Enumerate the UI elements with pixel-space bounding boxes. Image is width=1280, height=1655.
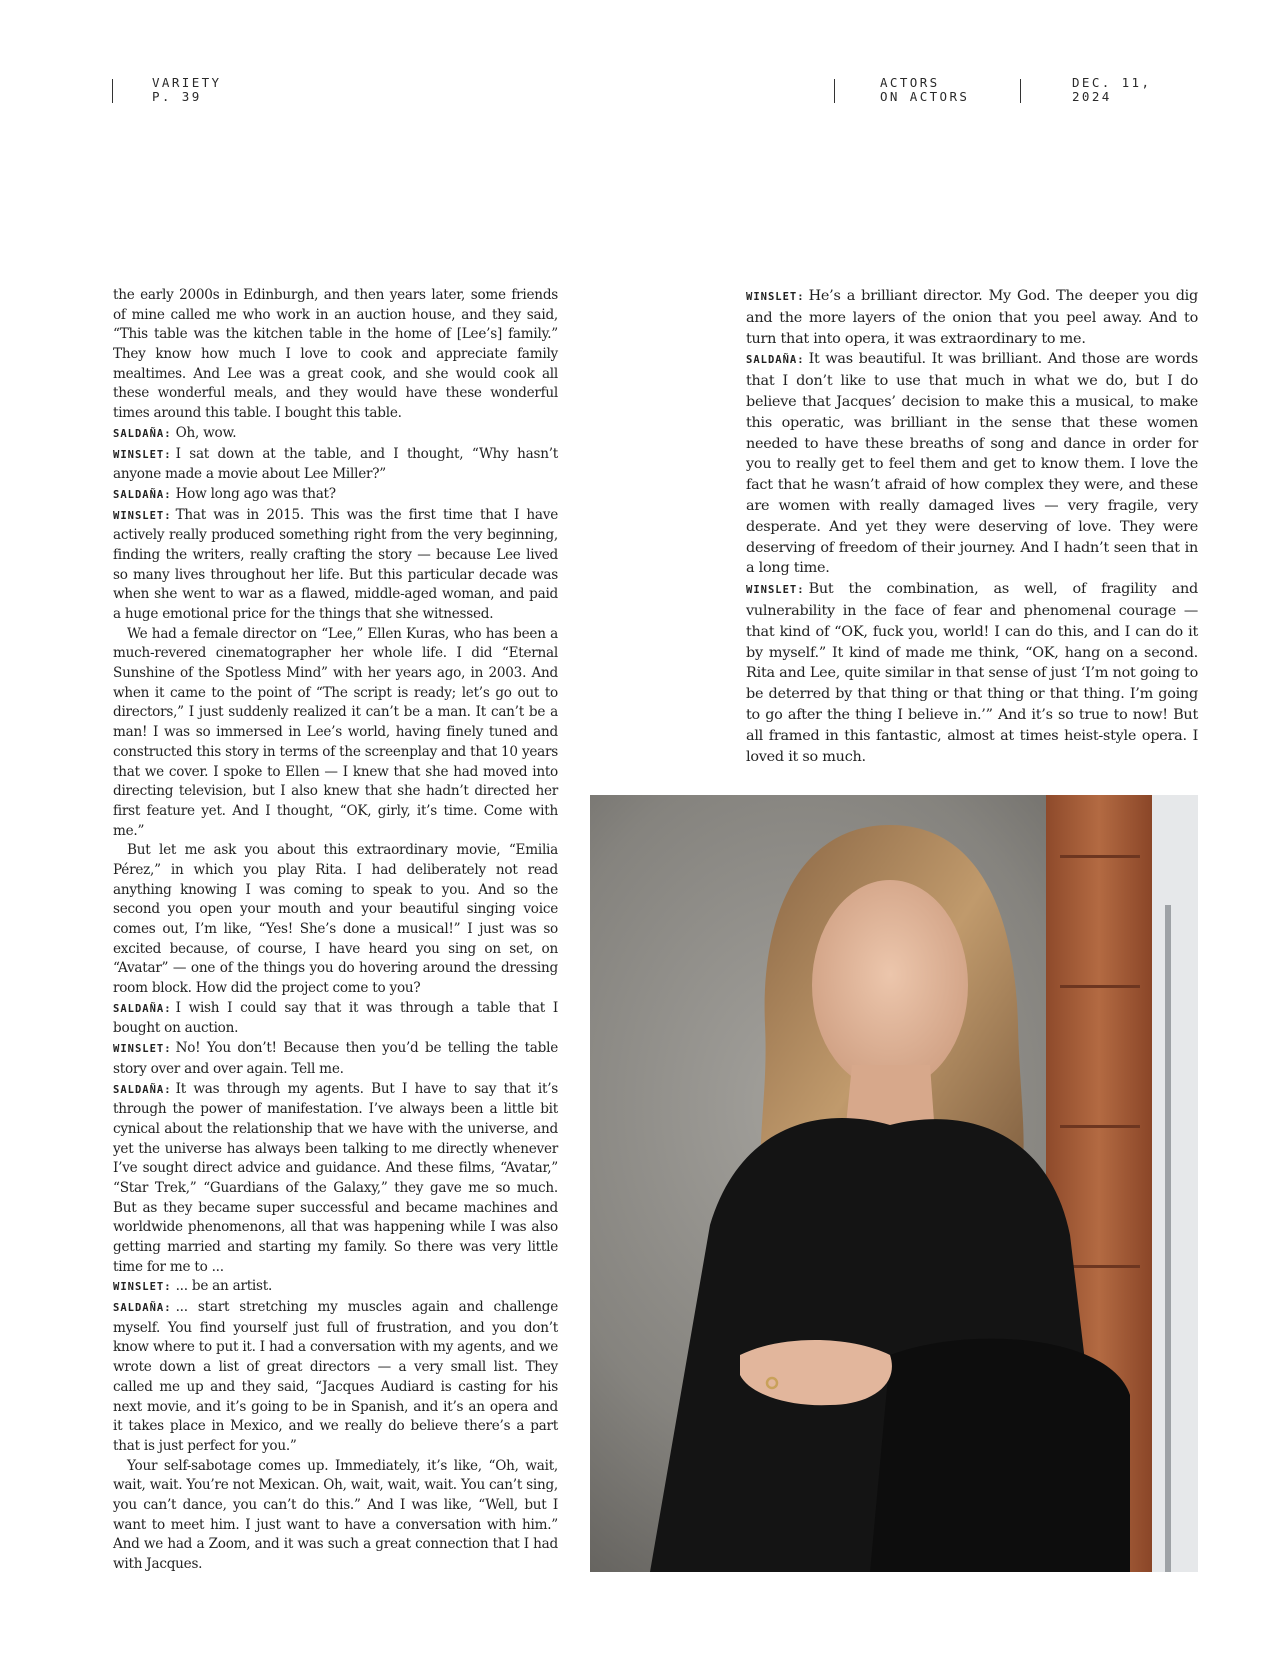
section-line-2: ON ACTORS [880, 89, 970, 104]
paragraph-text: It was beautiful. It was brilliant. And those are words that I don’t like to use that much in what we do, but I do believe that Jacques’ decision to make this a musical, to make this operatic, was brilliant in the sense that these women needed to have these breaths of song and dance in order for you to really get to feel them and get to know them. I love the fact that he wasn’t afraid of how complex they were, and these are women with really damaged lives — very fragile, very desperate. And yet they were deserving of love. They were deserving of freedom of their journey. And I hadn’t seen that in a long time. [746, 351, 1198, 577]
speaker-label: SALDAÑA: [746, 354, 805, 367]
portrait-illustration [590, 795, 1198, 1572]
paragraph-text: I sat down at the table, and I thought, “Why hasn’t anyone made a movie about Lee Miller?” [113, 445, 558, 483]
paragraph [113, 1039, 558, 1079]
paragraph-text: It was through my agents. But I have to say that it’s through the power of manifestation. I’ve always been a little bit cynical about the relationship that we have with the universe, and yet the universe has always been talking to me directly whenever I’ve sought direct advice and guidance. And these films, “Avatar,” “Star Trek,” “Guardians of the Galaxy,” they gave me so much. But as they became super successful and became machines and worldwide phenomenons, all that was happening while I was also getting married and starting my family. So there was very little time for me to ... [113, 1080, 558, 1275]
article-left-column [113, 286, 558, 1575]
paragraph [113, 506, 558, 625]
speaker-label: SALDAÑA: [113, 1302, 172, 1315]
paragraph-text: How long ago was that? [175, 485, 336, 502]
paragraph-text: He’s a brilliant director. My God. The deeper you dig and the more layers of the onion that you peel away. And to turn that into opera, it was extraordinary to me. [746, 288, 1198, 347]
face [812, 880, 968, 1090]
speaker-label: SALDAÑA: [113, 1083, 172, 1096]
article-right-column [746, 286, 1198, 767]
door-frame [1152, 795, 1198, 1572]
light-stand [1165, 905, 1171, 1572]
header-rule-mid [834, 79, 835, 103]
header-publication [152, 76, 221, 104]
paragraph-text: I wish I could say that it was through a table that I bought on auction. [113, 999, 558, 1037]
speaker-label: SALDAÑA: [113, 488, 172, 501]
paragraph [746, 579, 1198, 767]
paragraph [113, 286, 558, 424]
paragraph [113, 424, 558, 445]
paragraph-text: No! You don’t! Because then you’d be telling the table story over and over again. Tell me. [113, 1040, 558, 1077]
paragraph [113, 1277, 558, 1298]
date-line-1: DEC. 11, [1072, 75, 1152, 90]
paragraph [113, 625, 558, 842]
paragraph-text: That was in 2015. This was the first time that I have actively really produced something right from the very beginning, finding the writers, really crafting the story — because Lee lived so many lives throughout her life. But this particular decade was when she went to war as a flawed, middle-aged woman, and paid a huge emotional price for the things that she witnessed. [113, 506, 558, 622]
section-line-1: ACTORS [880, 75, 940, 90]
paragraph [113, 1080, 558, 1278]
paragraph-text: the early 2000s in Edinburgh, and then years later, some friends of mine called me who work in an auction house, and they said, “This table was the kitchen table in the home of [Lee’s] family.” They know how much I love to cook and appreciate family mealtimes. And Lee was a great cook, and she would cook all these wonderful meals, and they would have these wonderful times around this table. I bought this table. [113, 287, 558, 422]
speaker-label: WINSLET: [113, 1281, 172, 1294]
paragraph [113, 999, 558, 1039]
knee [870, 1339, 1130, 1572]
paragraph [746, 349, 1198, 579]
page-number: P. 39 [152, 89, 202, 104]
paragraph [113, 445, 558, 485]
paragraph-text: ... be an artist. [175, 1278, 273, 1295]
paragraph [113, 1457, 558, 1575]
header-section [880, 76, 969, 104]
paragraph-text: ... start stretching my muscles again and challenge myself. You find yourself just full of frustration, and you don’t know where to put it. I had a conversation with my agents, and we wrote down a list of great directors — a very small list. They called me up and they said, “Jacques Audiard is casting for his next movie, and it’s going to be in Spanish, and it’s an opera and it takes place in Mexico, and we really do believe there’s a part that is just perfect for you.” [113, 1299, 558, 1454]
speaker-label: WINSLET: [113, 448, 172, 461]
header-date [1072, 76, 1151, 104]
paragraph-text: Your self-sabotage comes up. Immediately, it’s like, “Oh, wait, wait, wait. You’re not Mexican. Oh, wait, wait, wait. You can’t sing, you can’t dance, you can’t do this.” And I was like, “Well, but I want to meet him. I just want to have a conversation with him.” And we had a Zoom, and it was such a great connection that I had with Jacques. [113, 1457, 558, 1572]
wood-seam [1060, 985, 1140, 988]
wood-seam [1060, 855, 1140, 858]
paragraph [113, 841, 558, 999]
portrait-photo [590, 795, 1198, 1572]
paragraph [746, 286, 1198, 349]
paragraph-text: Oh, wow. [175, 424, 237, 441]
wood-seam [1060, 1125, 1140, 1128]
speaker-label: WINSLET: [113, 509, 172, 522]
header-rule-left [112, 79, 113, 103]
paragraph-text: But let me ask you about this extraordinary movie, “Emilia Pérez,” in which you play Rita. I had deliberately not read anything knowing I was coming to speak to you. And so the second you open your mouth and your beautiful singing voice comes out, I’m like, “Yes! She’s done a musical!” I just was so excited because, of course, I have heard you sing on set, on “Avatar” — one of the things you do hovering around the dressing room block. How did the project come to you? [113, 842, 558, 997]
date-line-2: 2024 [1072, 89, 1112, 104]
speaker-label: SALDAÑA: [113, 427, 172, 440]
paragraph-text: We had a female director on “Lee,” Ellen Kuras, who has been a much-revered cinematographer her whole life. I did “Eternal Sunshine of the Spotless Mind” with her years ago, in 2003. And when it came to the point of “The script is ready; let’s go out to directors,” I just suddenly realized it can’t be a man. It can’t be a man! I was so immersed in Lee’s world, having finely tuned and constructed this story in terms of the screenplay and that 10 years that we cover. I spoke to Ellen — I knew that she had moved into directing television, but I also knew that she hadn’t directed her first feature yet. And I thought, “OK, girly, it’s time. Come with me.” [113, 625, 558, 839]
speaker-label: WINSLET: [746, 584, 805, 597]
speaker-label: SALDAÑA: [113, 1002, 172, 1015]
paragraph [113, 1298, 558, 1457]
paragraph-text: But the combination, as well, of fragility and vulnerability in the face of fear and phenomenal courage — that kind of “OK, fuck you, world! I can do this, and I can do it by myself.” It kind of made me think, “OK, hang on a second. Rita and Lee, quite similar in that sense of just ‘I’m not going to be deterred by that thing or that thing or that thing. I’m going to go after the thing I believe in.’” And it’s so true to now! But all framed in this fantastic, almost at times heist-style opera. I loved it so much. [746, 581, 1198, 765]
speaker-label: WINSLET: [113, 1043, 172, 1056]
header-rule-right [1020, 79, 1021, 103]
magazine-name: VARIETY [152, 75, 222, 90]
paragraph [113, 485, 558, 506]
speaker-label: WINSLET: [746, 291, 805, 303]
